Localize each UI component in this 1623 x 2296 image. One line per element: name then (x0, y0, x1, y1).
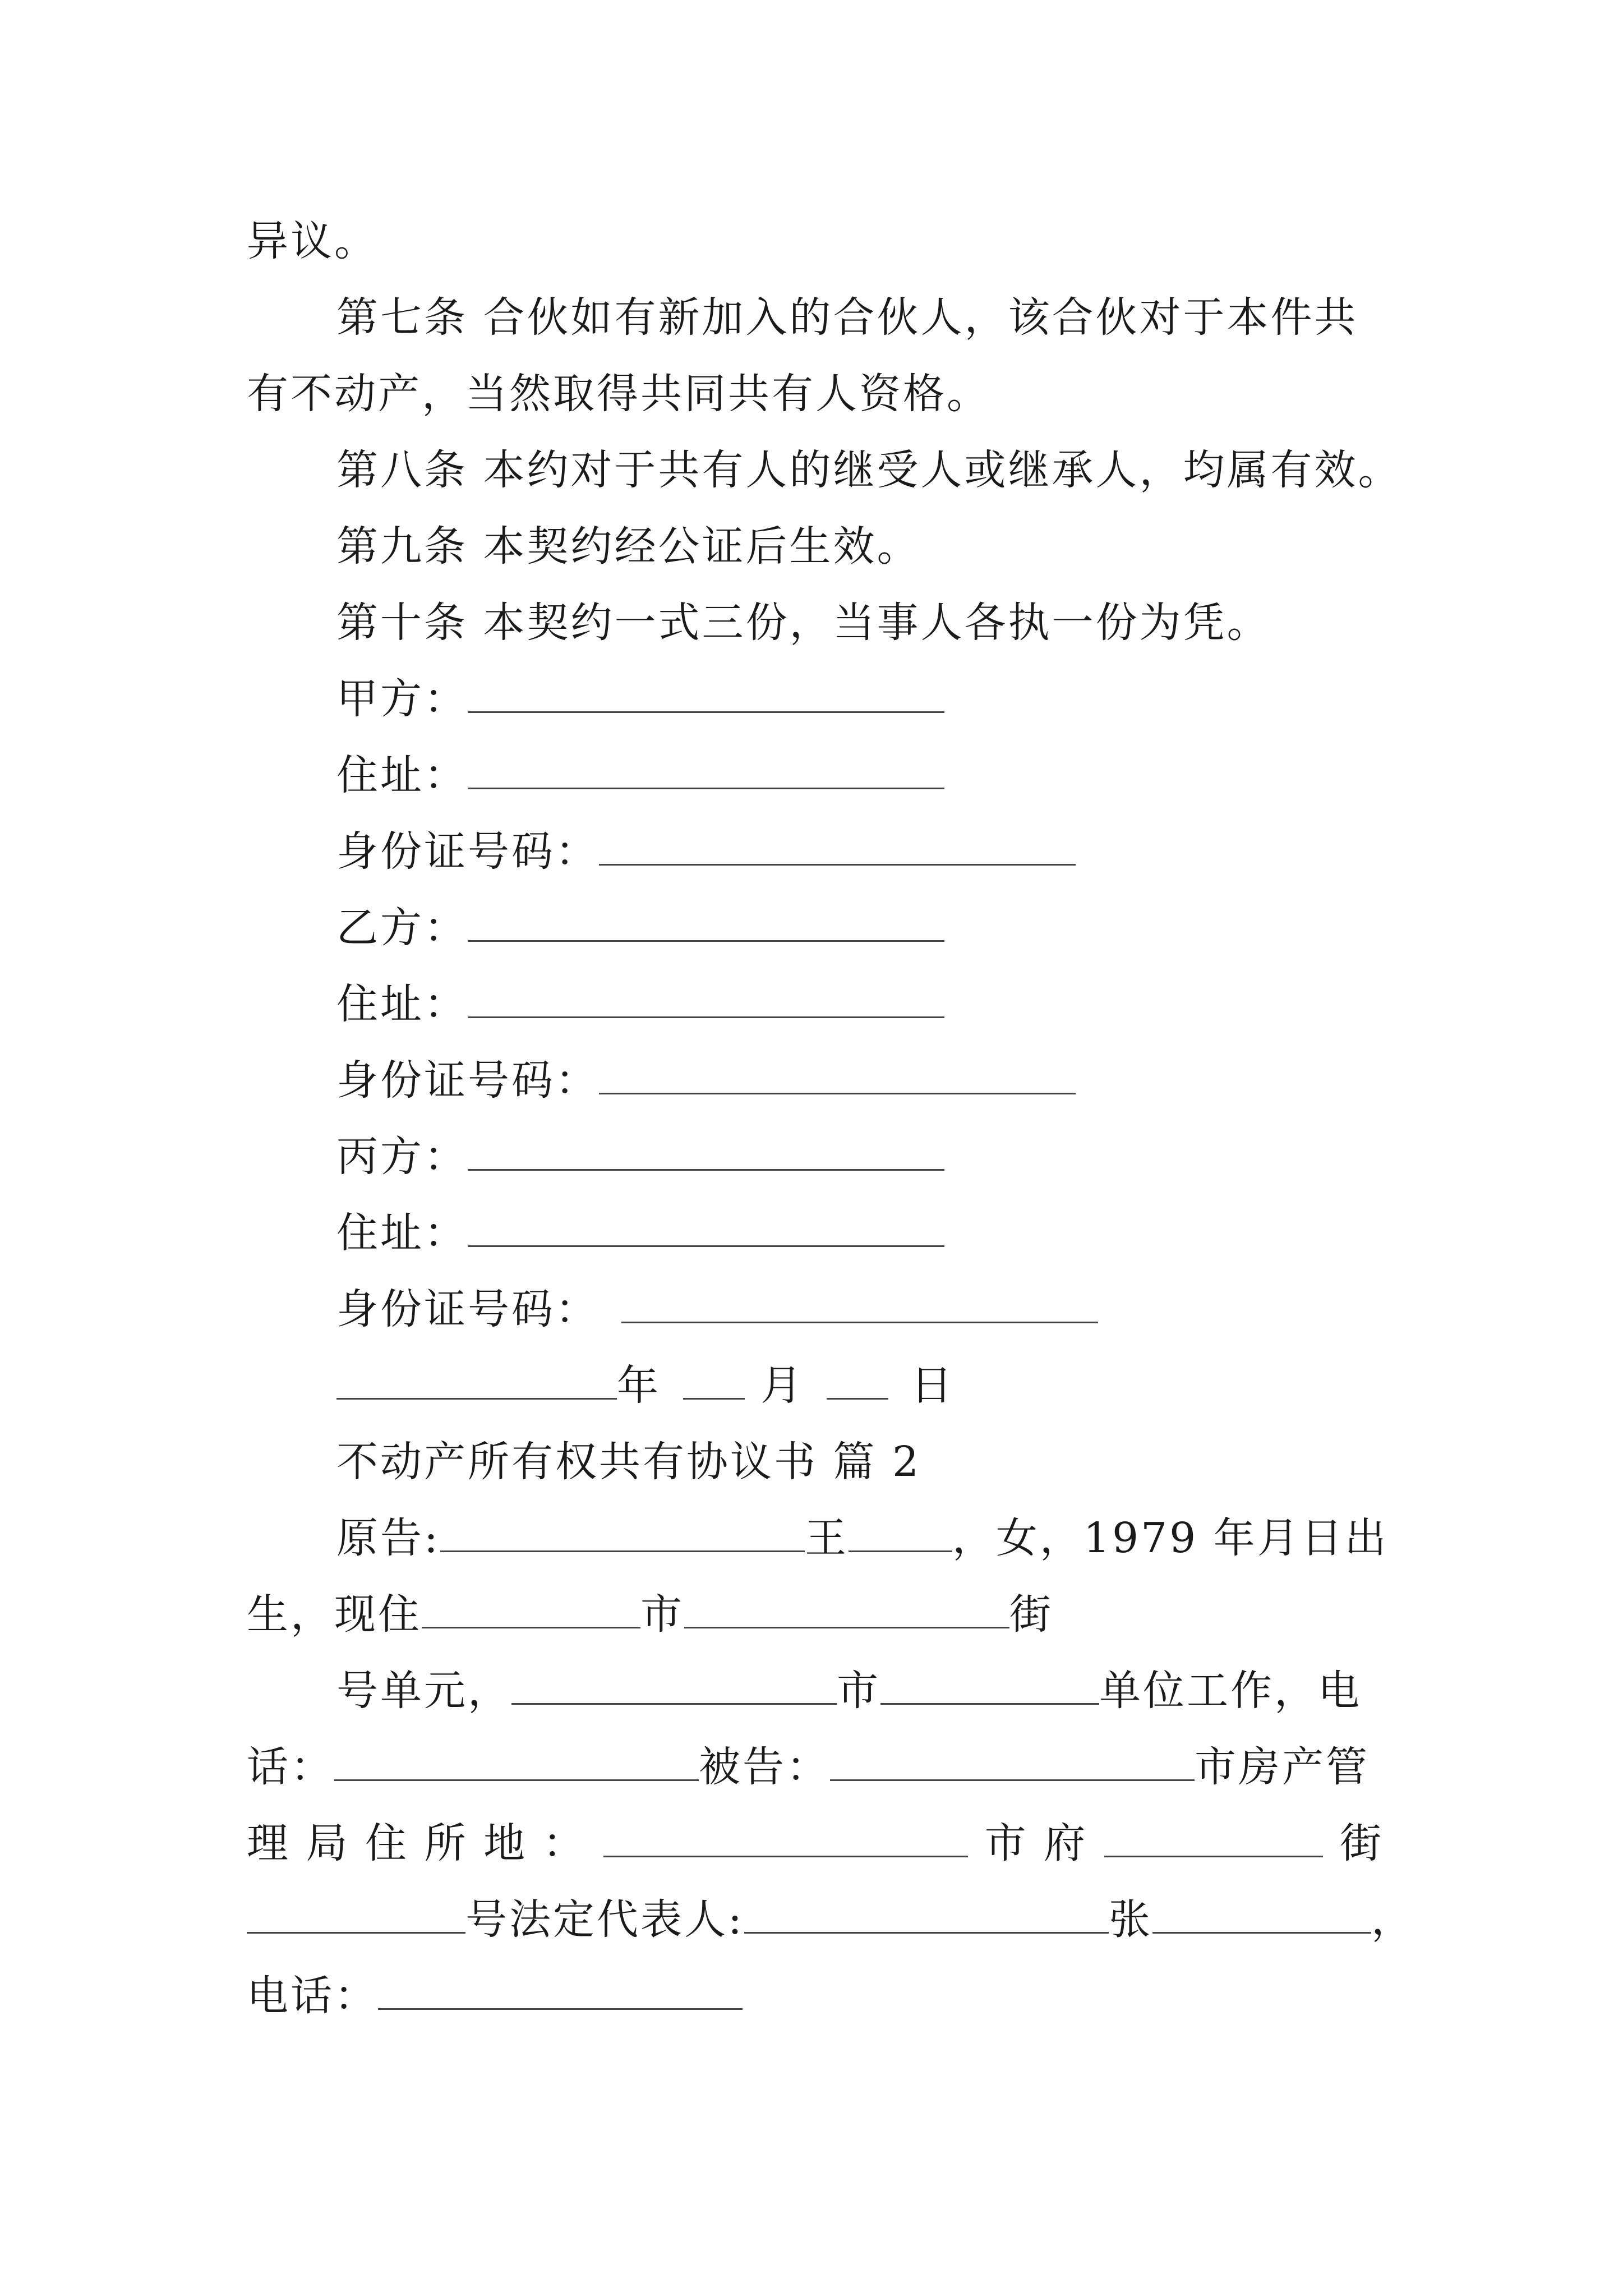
comma: ， (1371, 1895, 1415, 1944)
address-c-label: 住址： (336, 1209, 468, 1257)
plaintiff-blank-2 (849, 1516, 952, 1552)
address-c-blank (468, 1211, 944, 1247)
id-a-line (336, 825, 1076, 878)
text-line (247, 214, 378, 268)
article-7-line-1 (336, 291, 1358, 344)
address-a-blank (468, 753, 944, 789)
day-label: 日 (911, 1361, 955, 1410)
plaintiff-name: 王 (804, 1514, 849, 1562)
year-label: 年 (617, 1361, 661, 1410)
id-b-label: 身份证号码： (336, 1056, 599, 1105)
plaintiff-label: 原告: (336, 1514, 440, 1562)
city-label-2: 市 (837, 1667, 880, 1715)
bureau-address-blank (603, 1821, 968, 1857)
paragraph-text: 异议。 (247, 217, 378, 265)
paragraph-text: 有不动产，当然取得共同共有人资格。 (247, 370, 990, 418)
gov-blank (1104, 1821, 1323, 1857)
id-a-blank (599, 829, 1076, 866)
phone-label-2: 电话： (247, 1972, 378, 2020)
paragraph-text: 第九条 本契约经公证后生效。 (336, 522, 921, 570)
month-blank (683, 1363, 745, 1400)
plaintiff-line-2 (247, 1588, 1053, 1641)
street-label-2: 街 (1340, 1819, 1384, 1867)
city-blank-1 (422, 1592, 640, 1628)
article-8 (336, 443, 1402, 497)
address-b-blank (468, 982, 944, 1018)
plaintiff-line-3 (336, 1664, 1362, 1718)
id-c-label: 身份证号码： (336, 1285, 599, 1333)
unit-label: 号单元， (336, 1667, 511, 1715)
id-c-blank (621, 1287, 1098, 1323)
id-b-line (336, 1053, 1076, 1107)
defendant-blank (830, 1745, 1195, 1781)
day-blank (827, 1363, 888, 1400)
party-a-blank (468, 677, 944, 713)
legal-rep-label: 号法定代表人: (465, 1895, 744, 1944)
defendant-line-3 (247, 1893, 1415, 1947)
rep-blank (1152, 1897, 1371, 1934)
address-b-line (336, 977, 944, 1031)
city-label-1: 市 (640, 1590, 684, 1639)
legal-rep-blank (744, 1897, 1109, 1934)
paragraph-text: 第八条 本约对于共有人的继受人或继承人，均属有效。 (336, 446, 1402, 494)
address-a-line (336, 748, 944, 802)
phone-blank-2 (378, 1973, 743, 2010)
address-c-line (336, 1206, 944, 1260)
plaintiff-line-1 (336, 1511, 1389, 1565)
bureau-address-label: 理 局 住 所 地 ： (247, 1819, 587, 1867)
street-blank-1 (684, 1592, 1009, 1628)
month-label: 月 (760, 1361, 804, 1410)
residence-label: 生，现住 (247, 1590, 422, 1639)
article-7-line-2 (247, 367, 990, 421)
address-b-label: 住址： (336, 980, 468, 1028)
party-b-label: 乙方： (336, 904, 468, 952)
street-label-1: 街 (1009, 1590, 1053, 1639)
plaintiff-line-4 (247, 1740, 1370, 1794)
number-blank (247, 1897, 465, 1934)
party-c-line (336, 1130, 944, 1184)
year-blank (336, 1363, 617, 1400)
phone-label-1: 话： (247, 1743, 334, 1791)
party-c-label: 丙方： (336, 1133, 468, 1181)
bureau-label-1: 市房产管 (1195, 1743, 1370, 1791)
paragraph-text: 第七条 合伙如有新加入的合伙人，该合伙对于本件共 (336, 293, 1358, 342)
date-line (336, 1359, 955, 1412)
id-c-line (336, 1282, 1098, 1336)
party-b-line (336, 901, 944, 955)
party-b-blank (468, 905, 944, 942)
article-10 (336, 596, 1271, 650)
id-a-label: 身份证号码： (336, 827, 599, 876)
work-label: 单位工作，电 (1099, 1667, 1362, 1715)
party-c-blank (468, 1134, 944, 1171)
plaintiff-blank-1 (440, 1516, 805, 1552)
rep-name: 张 (1108, 1895, 1152, 1944)
party-a-label: 甲方： (336, 675, 468, 723)
city-blank-2 (880, 1668, 1099, 1705)
city-gov-label: 市 府 (984, 1819, 1088, 1867)
unit-blank (511, 1668, 837, 1705)
defendant-line-2 (247, 1816, 1384, 1870)
plaintiff-details: ，女，1979 年月日出 (952, 1514, 1389, 1562)
id-b-blank (599, 1058, 1076, 1094)
address-a-label: 住址： (336, 751, 468, 799)
paragraph-text: 第十条 本契约一式三份，当事人各执一份为凭。 (336, 599, 1271, 647)
section-title-text: 不动产所有权共有协议书 篇 2 (336, 1438, 921, 1486)
phone-blank-1 (334, 1745, 699, 1781)
defendant-label: 被告： (699, 1743, 830, 1791)
phone-line-2 (247, 1969, 743, 2023)
party-a-line (336, 672, 944, 726)
section-title (336, 1435, 921, 1489)
article-9 (336, 519, 921, 573)
